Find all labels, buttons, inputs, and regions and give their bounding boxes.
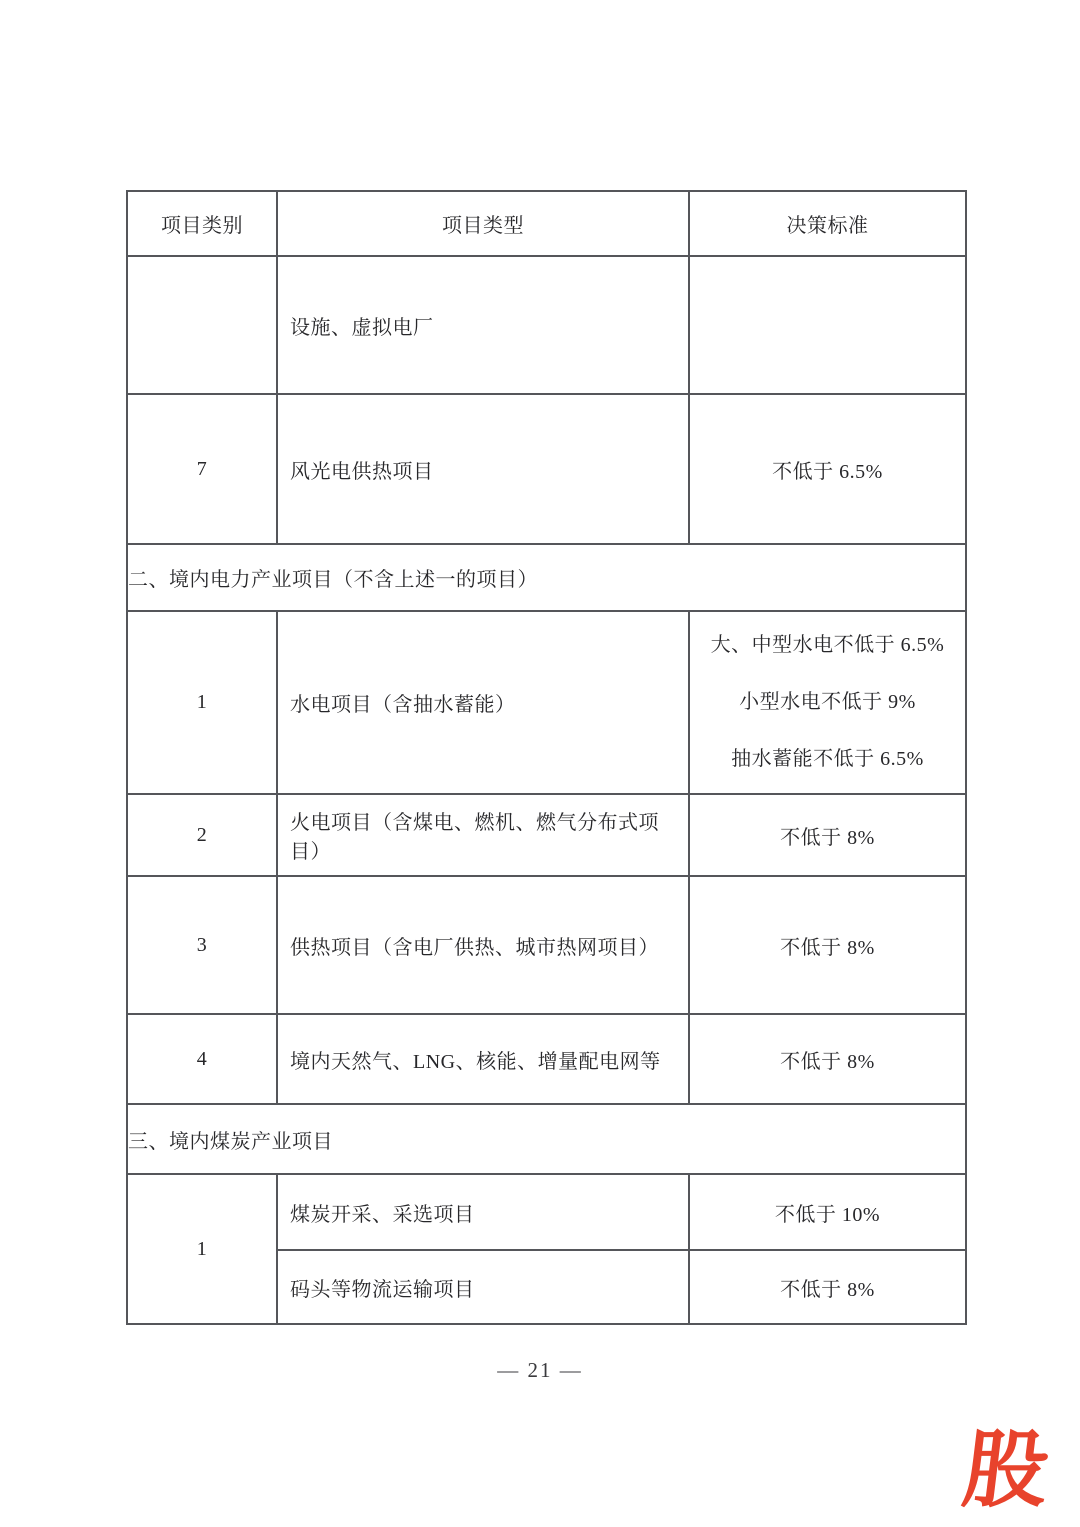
cell-type: 设施、虚拟电厂 bbox=[277, 256, 689, 394]
cell-type: 供热项目（含电厂供热、城市热网项目） bbox=[277, 876, 689, 1014]
cell-category: 7 bbox=[127, 394, 277, 544]
table-row bbox=[127, 1014, 966, 1104]
cell-standard: 不低于 8% bbox=[689, 1014, 966, 1104]
column-header-standard: 决策标准 bbox=[689, 191, 966, 256]
standard-lines bbox=[694, 617, 961, 788]
page-number: — 21 — bbox=[497, 1358, 583, 1382]
section-title: 二、境内电力产业项目（不含上述一的项目） bbox=[127, 544, 966, 611]
section-title: 三、境内煤炭产业项目 bbox=[127, 1104, 966, 1174]
cell-category: 2 bbox=[127, 794, 277, 876]
cell-standard bbox=[689, 256, 966, 394]
table-row bbox=[127, 1174, 966, 1250]
section-header-row-2 bbox=[127, 544, 966, 611]
table-header-row bbox=[127, 191, 966, 256]
table-row-7 bbox=[127, 394, 966, 544]
cell-type: 火电项目（含煤电、燃机、燃气分布式项目） bbox=[277, 794, 689, 876]
cell-type: 煤炭开采、采选项目 bbox=[277, 1174, 689, 1250]
table-row bbox=[127, 876, 966, 1014]
cell-standard: 不低于 10% bbox=[689, 1174, 966, 1250]
standard-line: 小型水电不低于 9% bbox=[739, 691, 916, 713]
table-row-carryover bbox=[127, 256, 966, 394]
cell-type: 码头等物流运输项目 bbox=[277, 1250, 689, 1324]
cell-category: 3 bbox=[127, 876, 277, 1014]
column-header-category: 项目类别 bbox=[127, 191, 277, 256]
cell-standard: 不低于 8% bbox=[689, 1250, 966, 1324]
cell-category bbox=[127, 256, 277, 394]
cell-category: 1 bbox=[127, 1174, 277, 1324]
cell-category: 4 bbox=[127, 1014, 277, 1104]
table-row bbox=[127, 794, 966, 876]
cell-type: 水电项目（含抽水蓄能） bbox=[277, 611, 689, 794]
cell-type: 风光电供热项目 bbox=[277, 394, 689, 544]
cell-type: 境内天然气、LNG、核能、增量配电网等 bbox=[277, 1014, 689, 1104]
decision-standard-table bbox=[126, 190, 967, 1325]
watermark-logo-icon: 股 bbox=[957, 1421, 1055, 1519]
cell-category: 1 bbox=[127, 611, 277, 794]
cell-standard bbox=[689, 611, 966, 794]
cell-standard: 不低于 6.5% bbox=[689, 394, 966, 544]
standard-line: 抽水蓄能不低于 6.5% bbox=[731, 748, 924, 770]
table-row bbox=[127, 611, 966, 794]
cell-standard: 不低于 8% bbox=[689, 794, 966, 876]
column-header-type: 项目类型 bbox=[277, 191, 689, 256]
section-header-row-3 bbox=[127, 1104, 966, 1174]
cell-standard: 不低于 8% bbox=[689, 876, 966, 1014]
standard-line: 大、中型水电不低于 6.5% bbox=[710, 634, 945, 656]
